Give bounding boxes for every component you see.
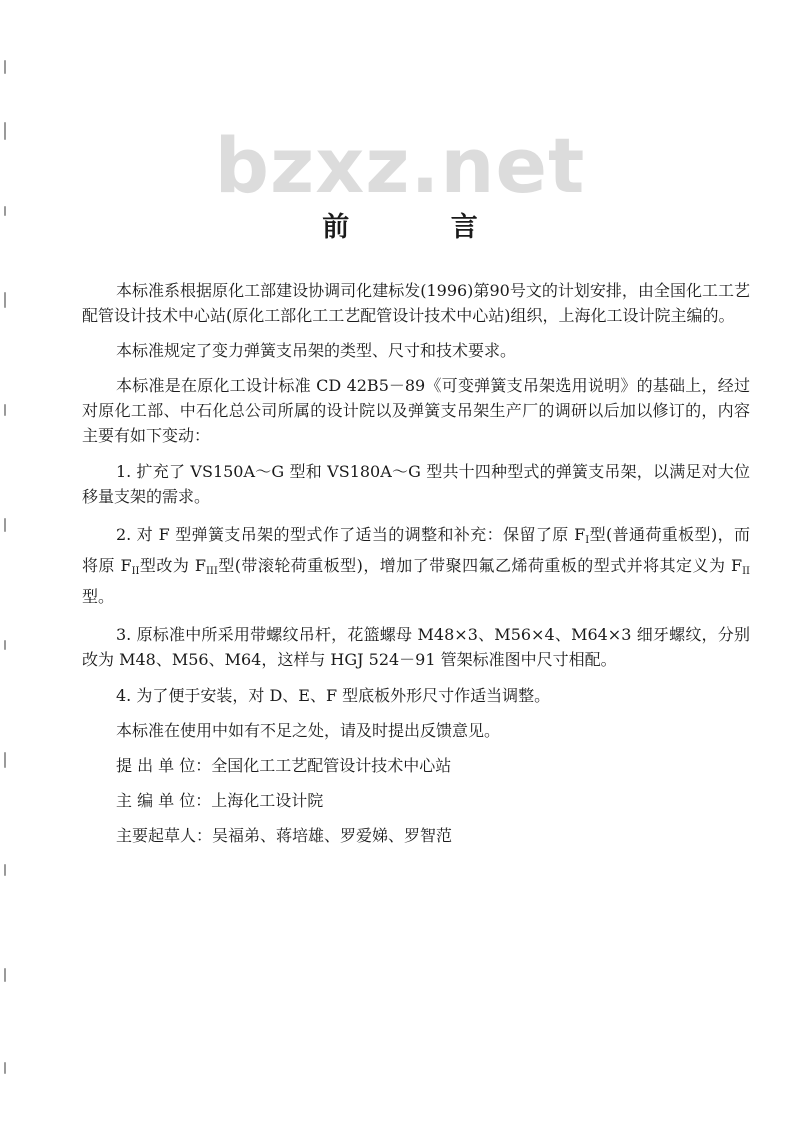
- subscript-4: II: [742, 566, 750, 577]
- subscript-1: I: [585, 535, 590, 546]
- change-item-4: 4. 为了便于安装，对 D、E、F 型底板外形尺寸作适当调整。: [116, 686, 551, 705]
- paragraph-plan: 本标准系根据原化工部建设协调司化建标发(1996)第90号文的计划安排，由全国化工工艺配管设计技术中心站(原化工部化工工艺配管设计技术中心站)组织，上海化工设计院主编的。: [82, 281, 750, 325]
- subscript-3: III: [205, 566, 218, 577]
- change-item-2-text-d: 型(带滚轮荷重板型)，增加了带聚四氟乙烯荷重板的型式并将其定义为 F: [217, 556, 743, 575]
- change-item-2-text-e: 型。: [82, 587, 115, 606]
- paragraph-scope: 本标准规定了变力弹簧支吊架的类型、尺寸和技术要求。: [116, 341, 517, 360]
- paragraph-feedback: 本标准在使用中如有不足之处，请及时提出反馈意见。: [116, 721, 501, 740]
- change-item-3: 3. 原标准中所采用带螺纹吊杆，花篮螺母 M48×3、M56×4、M64×3 细牙螺纹，分别改为 M48、M56、M64，这样与 HGJ 524－91 管架标准图中尺寸相配。: [82, 625, 750, 669]
- page-title: 前 言: [322, 212, 524, 243]
- change-item-2-text-b: 型(普通荷重板型)，而将原 F: [82, 525, 750, 575]
- document-body: [82, 278, 750, 848]
- paragraph-basis: 本标准是在原化工设计标准 CD 42B5－89《可变弹簧支吊架选用说明》的基础上，经过对原化工部、中石化总公司所属的设计院以及弹簧支吊架生产厂的调研以后加以修订的，内容主要有如下变动：: [82, 376, 750, 445]
- change-item-2: [82, 522, 750, 609]
- subscript-2: II: [131, 566, 140, 577]
- change-item-1: 1. 扩充了 VS150A～G 型和 VS180A～G 型共十四种型式的弹簧支吊架，以满足对大位移量支架的需求。: [82, 462, 750, 506]
- credit-proposer: 提 出 单 位：全国化工工艺配管设计技术中心站: [116, 756, 452, 775]
- watermark: bzxz.net: [214, 121, 586, 210]
- change-item-2-text-c: 型改为 F: [139, 556, 206, 575]
- credit-editor: 主 编 单 位：上海化工设计院: [116, 791, 324, 810]
- credit-drafters: 主要起草人：吴福弟、蒋培雄、罗爱娣、罗智范: [116, 826, 453, 845]
- change-item-2-text-a: 2. 对 F 型弹簧支吊架的型式作了适当的调整和补充：保留了原 F: [116, 525, 586, 544]
